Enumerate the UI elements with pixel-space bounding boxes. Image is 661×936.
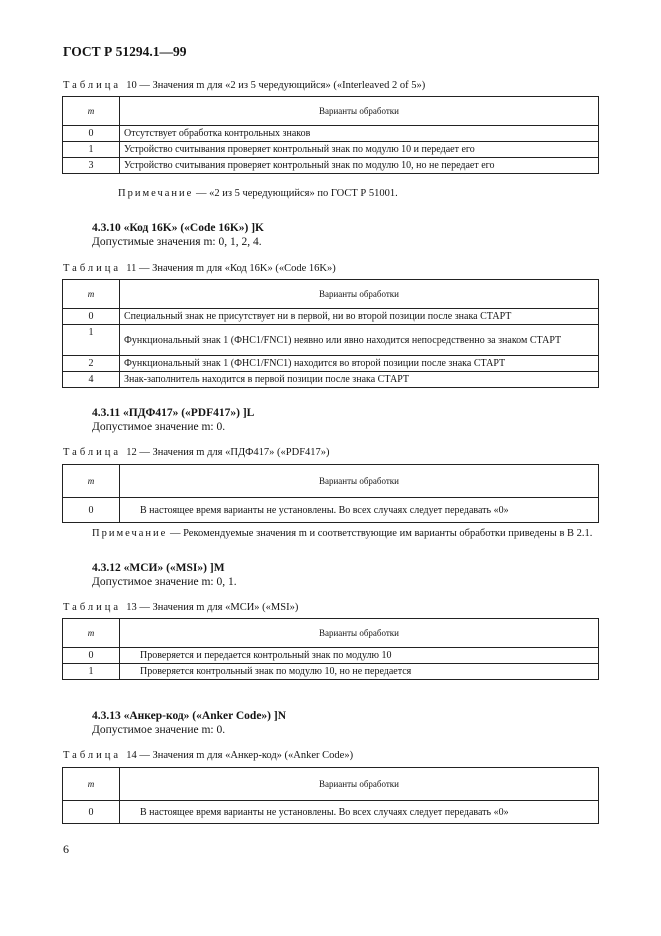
table-12 (62, 464, 599, 523)
table-10-note (118, 188, 398, 199)
cell-m: 0 (63, 498, 120, 523)
caption-text: 13 — Значения m для «МСИ» («MSI») (126, 602, 299, 613)
caption-text: 14 — Значения m для «Анкер-код» («Anker Code») (126, 750, 354, 761)
caption-word: Таблица (63, 80, 122, 91)
col-m-header: m (63, 97, 120, 126)
cell-m: 0 (63, 126, 120, 142)
cell-m: 0 (63, 648, 120, 664)
caption-text: 11 — Значения m для «Код 16K» («Code 16K») (126, 263, 336, 274)
cell-text: Отсутствует обработка контрольных знаков (120, 126, 599, 142)
cell-m: 0 (63, 309, 120, 325)
table-row (63, 158, 599, 174)
table-row (63, 356, 599, 372)
section-4-3-10-heading: 4.3.10 «Код 16K» («Code 16K») ]K (92, 222, 265, 234)
table-10 (62, 96, 599, 174)
col-m-header: m (63, 465, 120, 498)
note-word: Примечание (92, 528, 168, 539)
table-row (63, 372, 599, 388)
col-m-header: m (63, 619, 120, 648)
table-row (63, 325, 599, 356)
caption-word: Таблица (63, 602, 122, 613)
table-row (63, 801, 599, 824)
cell-text: Функциональный знак 1 (ФНС1/FNC1) находится во второй позиции после знака СТАРТ (120, 356, 599, 372)
section-4-3-13-allowed: Допустимое значение m: 0. (92, 724, 226, 736)
table-12-note (63, 527, 600, 540)
cell-text: Проверяется и передается контрольный знак по модулю 10 (120, 648, 599, 664)
section-4-3-12-heading: 4.3.12 «МСИ» («MSI») ]M (92, 562, 225, 574)
table-14 (62, 767, 599, 824)
caption-text: 12 — Значения m для «ПДФ417» («PDF417») (126, 447, 330, 458)
table-10-caption (63, 80, 425, 91)
col-variants-header: Варианты обработки (120, 465, 599, 498)
page-number: 6 (63, 842, 69, 856)
section-4-3-11-heading: 4.3.11 «ПДФ417» («PDF417») ]L (92, 407, 255, 419)
caption-text: 10 — Значения m для «2 из 5 чередующийся» («Interleaved 2 of 5») (126, 80, 426, 91)
section-4-3-13-heading: 4.3.13 «Анкер-код» («Anker Code») ]N (92, 710, 287, 722)
table-14-caption (63, 750, 353, 761)
note-text: — Рекомендуемые значения m и соответствующие им варианты обработки приведены в В 2.1. (167, 528, 593, 539)
table-row (63, 309, 599, 325)
col-variants-header: Варианты обработки (120, 619, 599, 648)
cell-m: 1 (63, 142, 120, 158)
note-text: — «2 из 5 чередующийся» по ГОСТ Р 51001. (193, 188, 398, 199)
cell-text: В настоящее время варианты не установлены. Во всех случаях следует передавать «0» (120, 801, 599, 824)
table-13-caption (63, 602, 298, 613)
caption-word: Таблица (63, 447, 122, 458)
document-header: ГОСТ Р 51294.1—99 (63, 44, 187, 59)
table-row (63, 648, 599, 664)
col-variants-header: Варианты обработки (120, 768, 599, 801)
col-variants-header: Варианты обработки (120, 280, 599, 309)
note-word: Примечание (118, 188, 194, 199)
section-4-3-11-allowed: Допустимое значение m: 0. (92, 421, 226, 433)
cell-m: 2 (63, 356, 120, 372)
cell-text: Знак-заполнитель находится в первой позиции после знака СТАРТ (120, 372, 599, 388)
col-variants-header: Варианты обработки (120, 97, 599, 126)
cell-m: 1 (63, 664, 120, 680)
table-13 (62, 618, 599, 680)
table-11 (62, 279, 599, 388)
col-m-header: m (63, 768, 120, 801)
cell-m: 0 (63, 801, 120, 824)
caption-word: Таблица (63, 263, 122, 274)
cell-text: Функциональный знак 1 (ФНС1/FNC1) неявно или явно находится непосредственно за знаком СТАРТ (120, 325, 599, 356)
cell-text: Проверяется контрольный знак по модулю 10, но не передается (120, 664, 599, 680)
table-11-caption (63, 263, 336, 274)
cell-text: Специальный знак не присутствует ни в первой, ни во второй позиции после знака СТАРТ (120, 309, 599, 325)
table-row (63, 664, 599, 680)
cell-text: Устройство считывания проверяет контрольный знак по модулю 10, но не передает его (120, 158, 599, 174)
table-row (63, 142, 599, 158)
cell-text: В настоящее время варианты не установлены. Во всех случаях следует передавать «0» (120, 498, 599, 523)
section-4-3-12-allowed: Допустимое значение m: 0, 1. (92, 576, 237, 588)
table-12-caption (63, 447, 330, 458)
table-row (63, 498, 599, 523)
col-m-header: m (63, 280, 120, 309)
cell-text: Устройство считывания проверяет контрольный знак по модулю 10 и передает его (120, 142, 599, 158)
cell-m: 4 (63, 372, 120, 388)
section-4-3-10-allowed: Допустимые значения m: 0, 1, 2, 4. (92, 236, 262, 248)
table-row (63, 126, 599, 142)
caption-word: Таблица (63, 750, 122, 761)
cell-m: 1 (63, 325, 120, 356)
cell-m: 3 (63, 158, 120, 174)
